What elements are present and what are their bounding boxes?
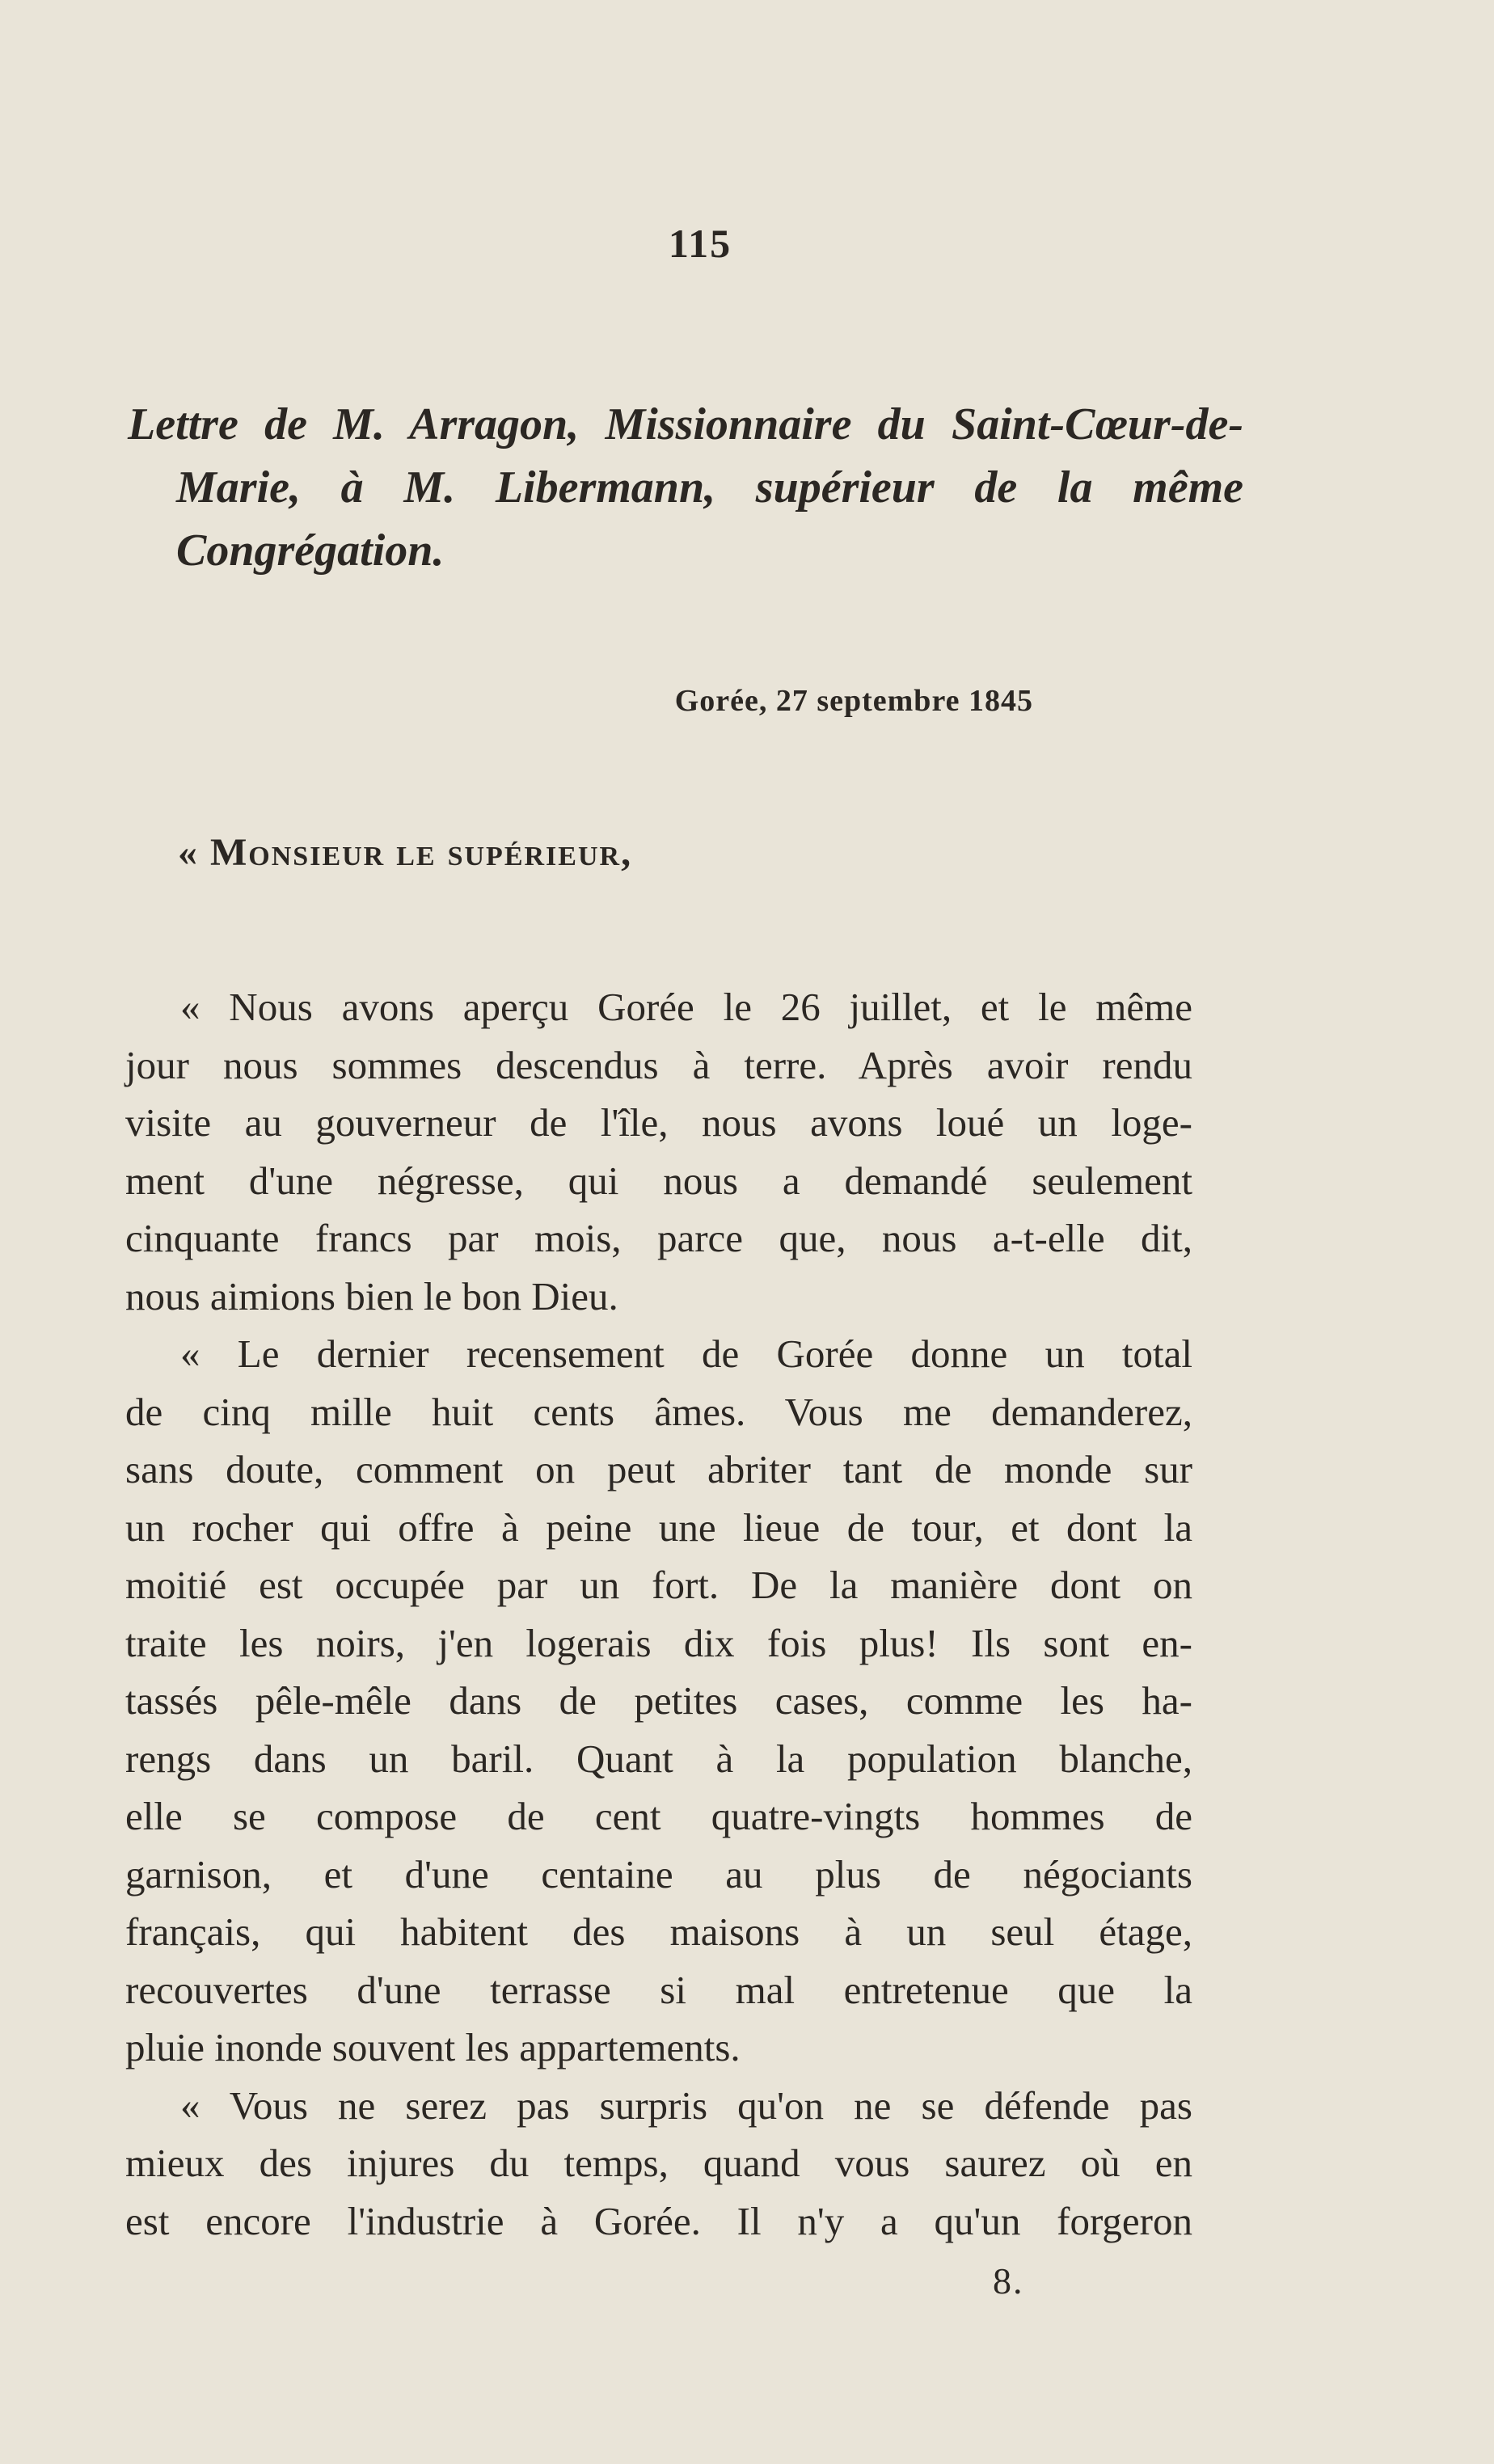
body-line: pluie inonde souvent les appartements. [125,2025,741,2070]
letter-body [125,978,1192,2250]
body-line: mieux des injures du temps, quand vous saurez où en [125,2141,1192,2185]
body-line: français, qui habitent des maisons à un seul étage, [125,1909,1192,1954]
page-number: 115 [668,221,732,266]
body-line: recouvertes d'une terrasse si mal entretenue que la [125,1967,1192,2012]
body-line: moitié est occupée par un fort. De la manière dont on [125,1563,1192,1607]
body-line: rengs dans un baril. Quant à la population blanche, [125,1736,1192,1781]
body-line: est encore l'industrie à Gorée. Il n'y a qu'un forgeron [125,2198,1192,2243]
body-line: elle se compose de cent quatre-vingts hommes de [125,1794,1192,1838]
signature-mark: 8. [993,2260,1024,2302]
body-line: nous aimions bien le bon Dieu. [125,1273,618,1318]
body-line: de cinq mille huit cents âmes. Vous me demanderez, [125,1389,1192,1434]
body-line: traite les noirs, j'en logerais dix fois plus! Ils sont en- [125,1620,1192,1665]
dateline: Gorée, 27 septembre 1845 [674,684,1033,718]
body-line: visite au gouverneur de l'île, nous avons loué un loge- [125,1100,1192,1145]
body-line: ment d'une négresse, qui nous a demandé seulement [125,1158,1192,1203]
body-line: « Le dernier recensement de Gorée donne un total [180,1331,1192,1376]
body-line: tassés pêle-mêle dans de petites cases, comme les ha- [125,1678,1192,1723]
salutation: « Monsieur le supérieur, [178,831,633,874]
body-line: sans doute, comment on peut abriter tant de monde sur [125,1447,1192,1491]
body-line: « Vous ne serez pas surpris qu'on ne se défende pas [180,2082,1192,2128]
body-line: garnison, et d'une centaine au plus de négociants [125,1851,1192,1897]
body-line: cinquante francs par mois, parce que, nous a-t-elle dit, [125,1216,1192,1260]
body-line: un rocher qui offre à peine une lieue de tour, et dont la [125,1504,1192,1550]
body-line: jour nous sommes descendus à terre. Après avoir rendu [125,1042,1192,1087]
letter-title: Lettre de M. Arragon, Missionnaire du Saint-Cœur-de-Marie, à M. Libermann, supérieur de la même Congrégation. [128,399,1243,576]
body-line: « Nous avons aperçu Gorée le 26 juillet, et le même [180,985,1192,1029]
